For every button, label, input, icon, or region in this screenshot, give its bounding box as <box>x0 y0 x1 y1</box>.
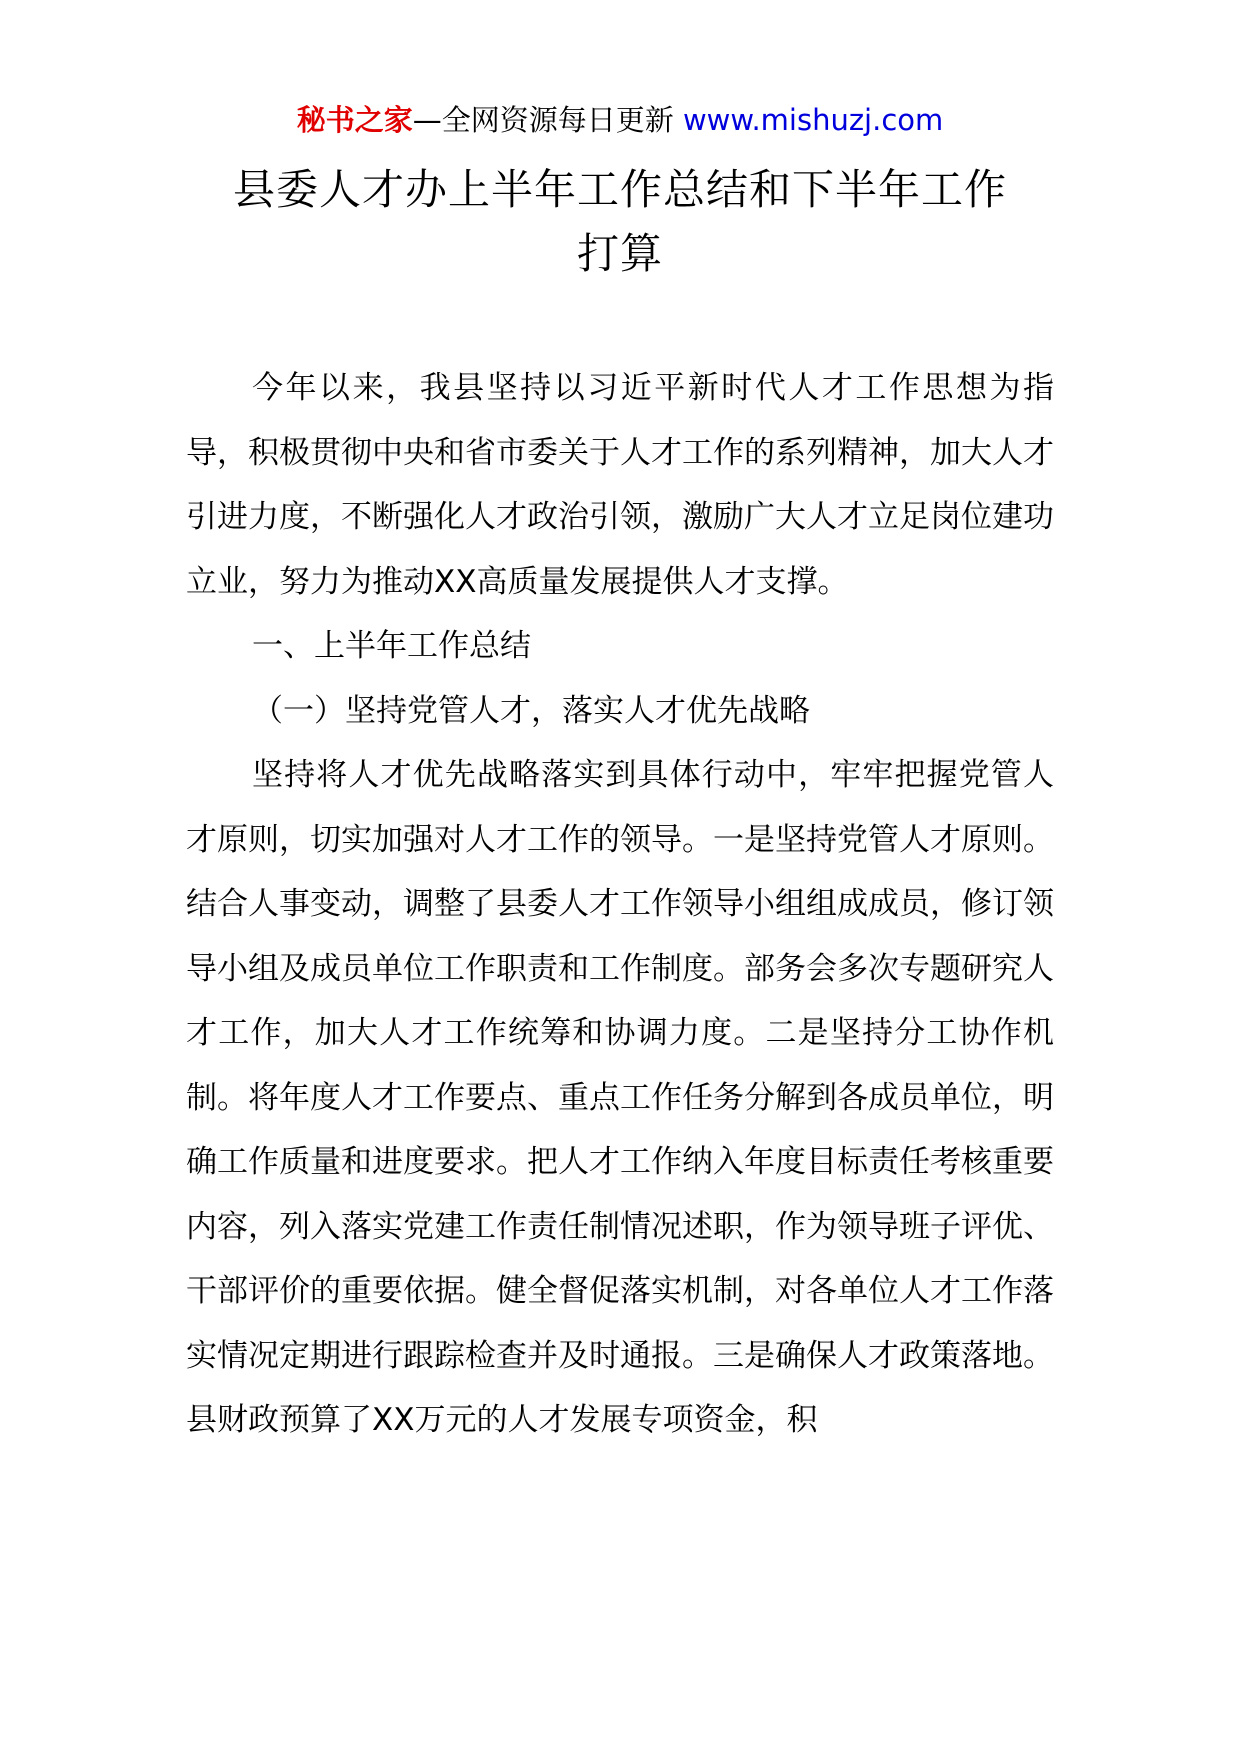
section-heading: 一、上半年工作总结 <box>252 628 531 664</box>
document-title <box>150 158 1090 286</box>
brand-name: 秘书之家 <box>296 103 413 137</box>
document-body <box>186 356 1054 1453</box>
site-header <box>0 100 1240 140</box>
site-url-link[interactable]: www.mishuzj.com <box>682 103 944 137</box>
title-line-1: 县委人才办上半年工作总结和下半年工作 <box>232 165 1007 214</box>
subsection-body-paragraph: 坚持将人才优先战略落实到具体行动中，牢牢把握党管人才原则，切实加强对人才工作的领导。一是坚持党管人才原则。结合人事变动，调整了县委人才工作领导小组组成成员，修订领导小组及成员单位工作职责和工作制度。部务会多次专题研究人才工作，加大人才工作统筹和协调力度。二是坚持分工协作机制。将年度人才工作要点、重点工作任务分解到各成员单位，明确工作质量和进度要求。把人才工作纳入年度目标责任考核重要内容，列入落实党建工作责任制情况述职，作为领导班子评优、干部评价的重要依据。健全督促落实机制，对各单位人才工作落实情况定期进行跟踪检查并及时通报。三是确保人才政策落地。县财政预算了XX万元的人才发展专项资金，积 <box>186 757 1054 1438</box>
header-tagline: —全网资源每日更新 <box>412 103 674 137</box>
title-line-2: 打算 <box>576 229 663 278</box>
intro-paragraph: 今年以来，我县坚持以习近平新时代人才工作思想为指导，积极贯彻中央和省市委关于人才工作的系列精神，加大人才引进力度，不断强化人才政治引领，激励广大人才立足岗位建功立业，努力为推动XX高质量发展提供人才支撑。 <box>186 370 1054 600</box>
subsection-heading: （一）坚持党管人才，落实人才优先战略 <box>252 692 810 729</box>
